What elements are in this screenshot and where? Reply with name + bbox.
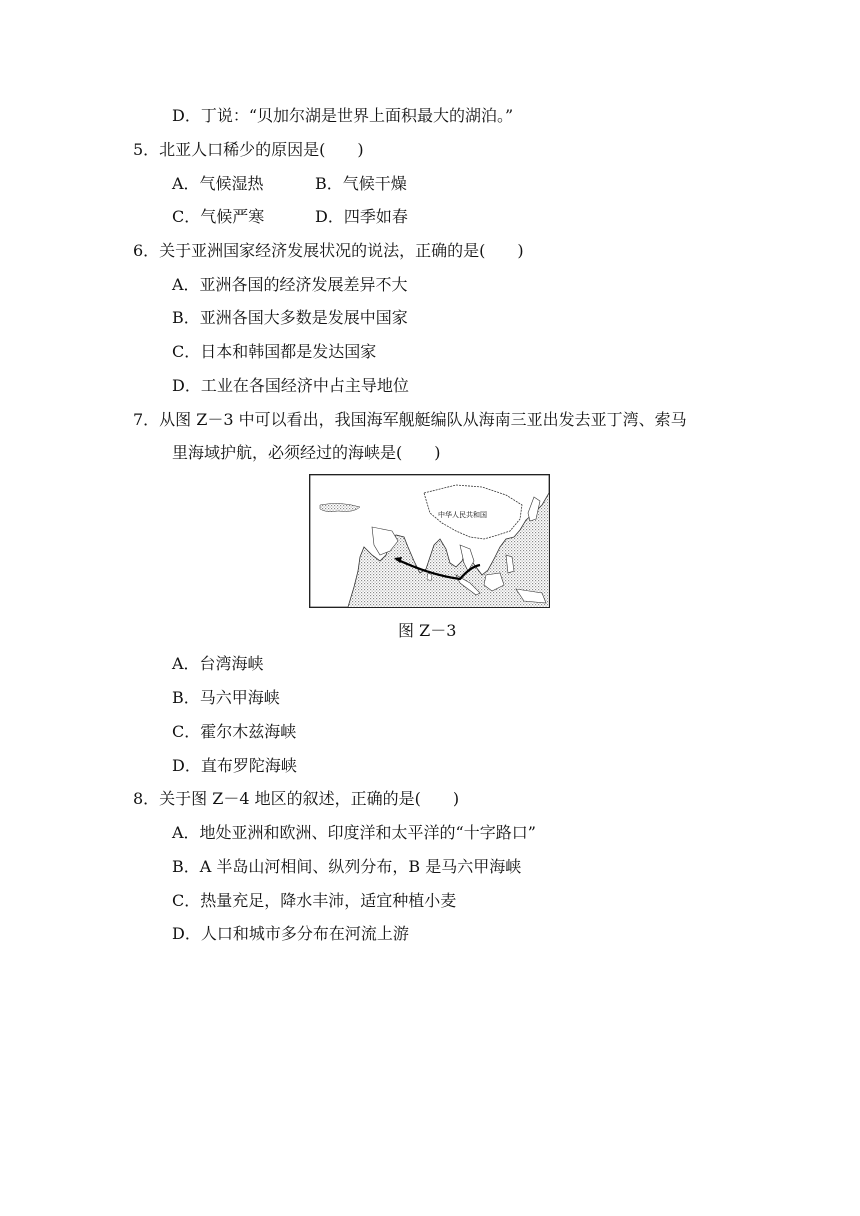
q6-option-a: A．亚洲各国的经济发展差异不大 — [172, 275, 408, 294]
question-8: 8．关于图 Z－4 地区的叙述，正确的是( ) — [133, 789, 460, 808]
q7-option-a: A．台湾海峡 — [172, 654, 264, 673]
map-label-china: 中华人民共和国 — [438, 511, 487, 519]
figure-caption: 图 Z－3 — [398, 621, 457, 640]
q5-option-b: B．气候干燥 — [315, 174, 407, 193]
q6-option-d: D．工业在各国经济中占主导地位 — [172, 376, 409, 395]
q7-option-b: B．马六甲海峡 — [172, 688, 280, 707]
q5-option-a: A．气候湿热 — [172, 174, 264, 193]
route-map — [310, 475, 549, 607]
q8-option-b: B．A 半岛山河相间、纵列分布，B 是马六甲海峡 — [172, 857, 522, 876]
map-figure-z3 — [309, 474, 550, 608]
question-5: 5．北亚人口稀少的原因是( ) — [133, 140, 364, 159]
q4-option-d: D．丁说：“贝加尔湖是世界上面积最大的湖泊。” — [172, 106, 514, 125]
question-7-line-1: 7．从图 Z－3 中可以看出，我国海军舰艇编队从海南三亚出发去亚丁湾、索马 — [133, 410, 687, 429]
question-6: 6．关于亚洲国家经济发展状况的说法，正确的是( ) — [133, 241, 524, 260]
q6-option-c: C．日本和韩国都是发达国家 — [172, 342, 377, 361]
q5-option-d: D．四季如春 — [315, 207, 408, 226]
q8-option-c: C．热量充足，降水丰沛，适宜种植小麦 — [172, 891, 457, 910]
q8-option-d: D．人口和城市多分布在河流上游 — [172, 924, 409, 943]
q8-option-a: A．地处亚洲和欧洲、印度洋和太平洋的“十字路口” — [172, 823, 536, 842]
q7-option-d: D．直布罗陀海峡 — [172, 756, 297, 775]
q7-option-c: C．霍尔木兹海峡 — [172, 722, 297, 741]
q5-option-c: C．气候严寒 — [172, 207, 265, 226]
question-7-line-2: 里海域护航，必须经过的海峡是( ) — [172, 443, 441, 462]
q6-option-b: B．亚洲各国大多数是发展中国家 — [172, 308, 408, 327]
